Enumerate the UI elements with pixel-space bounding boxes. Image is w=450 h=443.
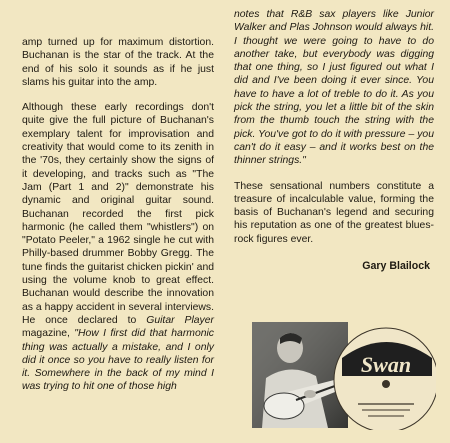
swan-logo-text: Swan: [360, 352, 412, 377]
paragraph-2: [22, 101, 214, 394]
photo-collage: [250, 318, 436, 430]
paragraph-2-text: Although these early recordings don't quite give the full picture of Buchanan's exemplary talent for improvisation and creativity that would come to its zenith in the '70s, they certainly show the signs of it developing, and tracks such as "The Jam (Part 1 and 2)" demonstrate his dynamic and original guitar sound. Buchanan recorded the first pick harmonic (he called them "whistlers") on "Potato Peeler," a 1962 single he cut with Philly-based drummer Bobby Gregg. The tune finds the guitarist chicken pickin' and using the volume knob to great effect. Buchanan would describe the innovation as a happy accident in several interviews. He once declared to: [22, 102, 214, 326]
author-signature: Gary Blailock: [362, 260, 430, 273]
quote-end: notes that R&B sax players like Junior Walker and Plas Johnson would always hit. I thought we were going to have to do another take, but everybody was digging that one thing, so I just figured out what I did and I've been doing it ever since. You have to have a lot of treble to do it. As you pick the string, you let a little bit of the skin from the thumb touch the string with the pick. You've got to do it with pressure – you can't do it easy – and it works best on the thinner strings.": [234, 9, 434, 167]
swan-record-label: [334, 328, 436, 430]
paragraph-2-tail: magazine,: [22, 328, 70, 340]
photo-collage-graphic: [250, 318, 436, 430]
quote-start: "How I first did that harmonic thing was actually a mistake, and I only did it once so you have to really listen for it. Somewhere in the back of my mind I was trying to hit one of those high: [22, 328, 215, 393]
guitarist-photo: [252, 322, 348, 428]
left-column: [22, 36, 214, 394]
paragraph-1: amp turned up for maximum distortion. Buchanan is the star of the track. At the end of his solo it sounds as if he just slams his guitar into the amp.: [22, 37, 214, 88]
right-column: [234, 8, 434, 273]
paragraph-3: These sensational numbers constitute a treasure of incalculable value, forming the basis of Buchanan's legend and securing his reputation as one of the greatest blues-rock figures ever.: [234, 180, 434, 245]
magazine-title: Guitar Player: [146, 314, 214, 326]
